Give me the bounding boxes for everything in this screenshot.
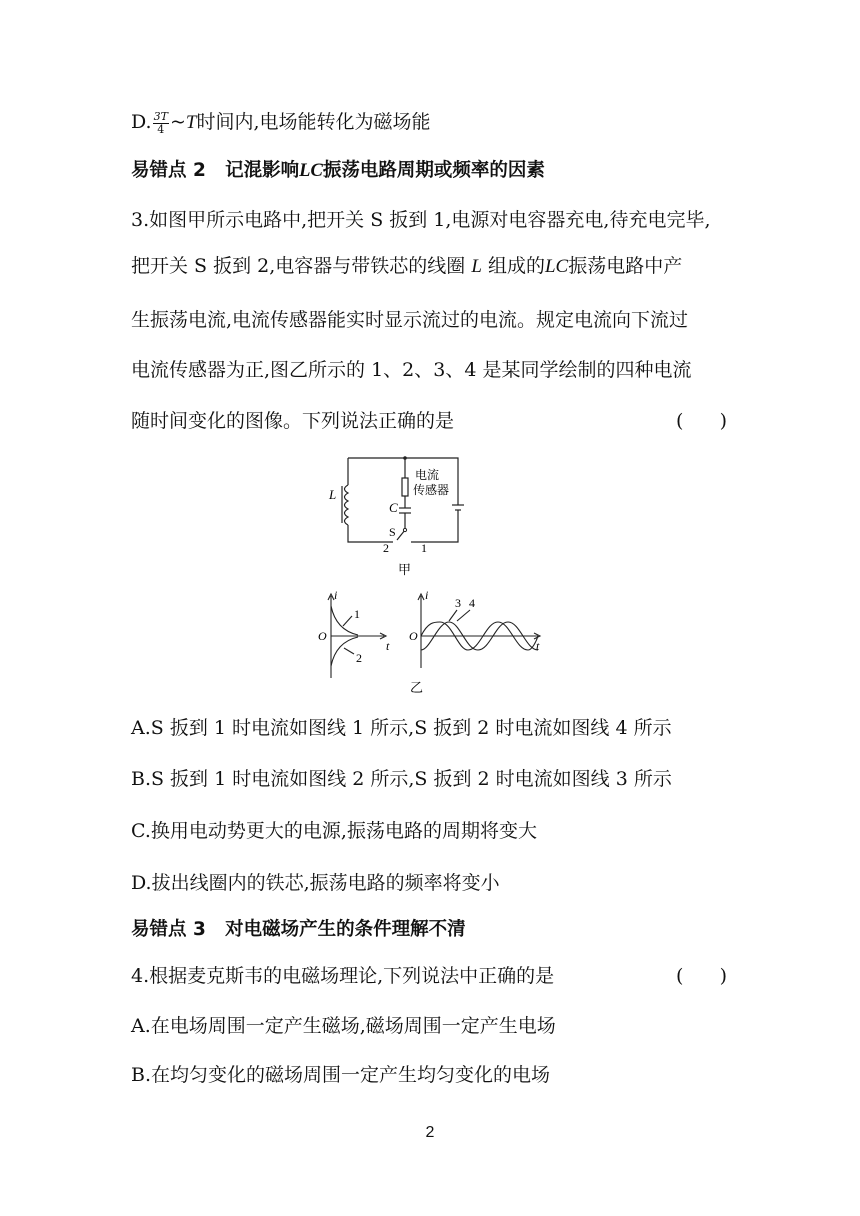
graph-left-origin: O: [318, 629, 327, 643]
error-point-3-heading: 易错点 3 对电磁场产生的条件理解不清: [131, 919, 466, 940]
fraction-3t-over-4: $\frac{3T}{4}$: [153, 109, 168, 136]
capacitor-label: C: [389, 500, 398, 515]
graph-left-i-label: i: [334, 588, 338, 602]
q3-option-a: A.S 扳到 1 时电流如图线 1 所示,S 扳到 2 时电流如图线 4 所示: [131, 717, 672, 739]
graph-label-3: 3: [455, 596, 461, 610]
q3-stem-line-2: 把开关 S 扳到 2,电容器与带铁芯的线圈 L 组成的LC振荡电路中产: [131, 255, 683, 277]
graph-right-i-label: i: [425, 588, 429, 602]
q3-stem-line-5: 随时间变化的图像。下列说法正确的是: [131, 410, 455, 432]
terminal-1-label: 1: [421, 541, 427, 555]
q3-stem-line-1: 3.如图甲所示电路中,把开关 S 扳到 1,电源对电容器充电,待充电完毕,: [131, 209, 711, 231]
sensor-label-2: 传感器: [413, 483, 450, 497]
error-point-2-heading: 易错点 2 记混影响LC振荡电路周期或频率的因素: [131, 160, 545, 181]
graph-label-2: 2: [356, 651, 362, 665]
current-sensor: [402, 478, 408, 496]
q4-option-a: A.在电场周围一定产生磁场,磁场周围一定产生电场: [131, 1015, 556, 1037]
graph-right-t-label: t: [536, 639, 540, 653]
inductor-coil: [345, 485, 349, 525]
q3-stem-line-3: 生振荡电流,电流传感器能实时显示流过的电流。规定电流向下流过: [131, 309, 689, 331]
current-graphs-yi: [310, 588, 550, 698]
terminal-2-label: 2: [383, 541, 389, 555]
inductor-label: L: [329, 487, 337, 502]
circuit-diagram-jia: [325, 450, 475, 582]
graph-label-1: 1: [354, 607, 360, 621]
figure-jia-caption: 甲: [398, 562, 412, 577]
option-d-prev: D. $\frac{3T}{4}$ ~T时间内,电场能转化为磁场能: [131, 109, 431, 136]
page-number: 2: [425, 1124, 435, 1141]
q3-option-c: C.换用电动势更大的电源,振荡电路的周期将变大: [131, 820, 537, 842]
q3-stem-line-4: 电流传感器为正,图乙所示的 1、2、3、4 是某同学绘制的四种电流: [131, 359, 692, 381]
switch-label: S: [389, 525, 396, 539]
q4-stem: 4.根据麦克斯韦的电磁场理论,下列说法中正确的是: [131, 965, 555, 987]
figure-yi-caption: 乙: [410, 680, 424, 695]
q4-option-b: B.在均匀变化的磁场周围一定产生均匀变化的电场: [131, 1064, 551, 1086]
q4-answer-blank: ( ): [676, 965, 728, 987]
q3-answer-blank: ( ): [676, 410, 728, 432]
q3-option-b: B.S 扳到 1 时电流如图线 2 所示,S 扳到 2 时电流如图线 3 所示: [131, 768, 672, 790]
graph-line-2: [331, 637, 358, 666]
q3-option-d: D.拔出线圈内的铁芯,振荡电路的频率将变小: [131, 872, 500, 894]
graph-right-origin: O: [409, 629, 418, 643]
sensor-label-1: 电流: [415, 468, 440, 482]
graph-left-t-label: t: [386, 639, 390, 653]
graph-label-4: 4: [469, 596, 475, 610]
